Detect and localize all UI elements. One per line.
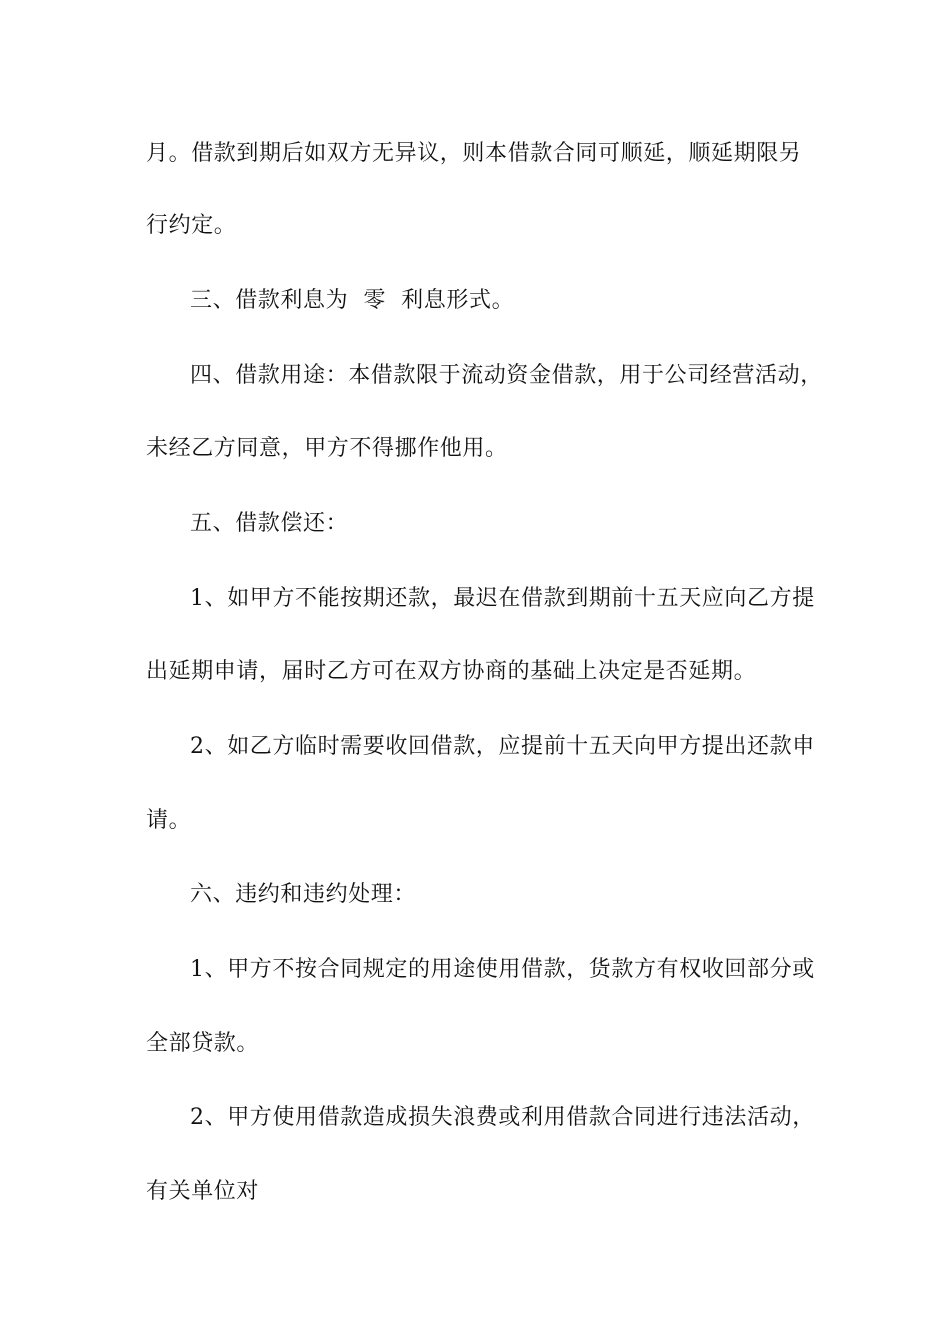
clause-heading-purpose: 四、借款用途：本借款限于流动资金借款，用于公司经营活动， xyxy=(190,363,823,388)
clause-heading-repayment: 五、借款偿还： xyxy=(190,511,349,536)
paragraph-line: 行约定。 xyxy=(146,213,237,238)
paragraph-line: 月。借款到期后如双方无异议，则本借款合同可顺延，顺延期限另 xyxy=(146,141,802,166)
list-item-repayment-2: 2、如乙方临时需要收回借款，应提前十五天向甲方提出还款申 xyxy=(190,734,815,759)
list-item-breach-1: 1、甲方不按合同规定的用途使用借款，货款方有权收回部分或 xyxy=(190,957,815,982)
paragraph-line: 有关单位对 xyxy=(146,1179,260,1204)
paragraph-line: 未经乙方同意，甲方不得挪作他用。 xyxy=(146,436,508,461)
paragraph-line: 请。 xyxy=(146,808,192,833)
paragraph-line: 出延期申请，届时乙方可在双方协商的基础上决定是否延期。 xyxy=(146,659,757,684)
clause-heading-interest: 三、借款利息为 零 利息形式。 xyxy=(190,288,515,313)
list-item-repayment-1: 1、如甲方不能按期还款，最迟在借款到期前十五天应向乙方提 xyxy=(190,586,815,611)
paragraph-line: 全部贷款。 xyxy=(146,1031,260,1056)
list-item-breach-2: 2、甲方使用借款造成损失浪费或利用借款合同进行违法活动， xyxy=(190,1105,815,1130)
clause-heading-breach: 六、违约和违约处理： xyxy=(190,882,417,907)
